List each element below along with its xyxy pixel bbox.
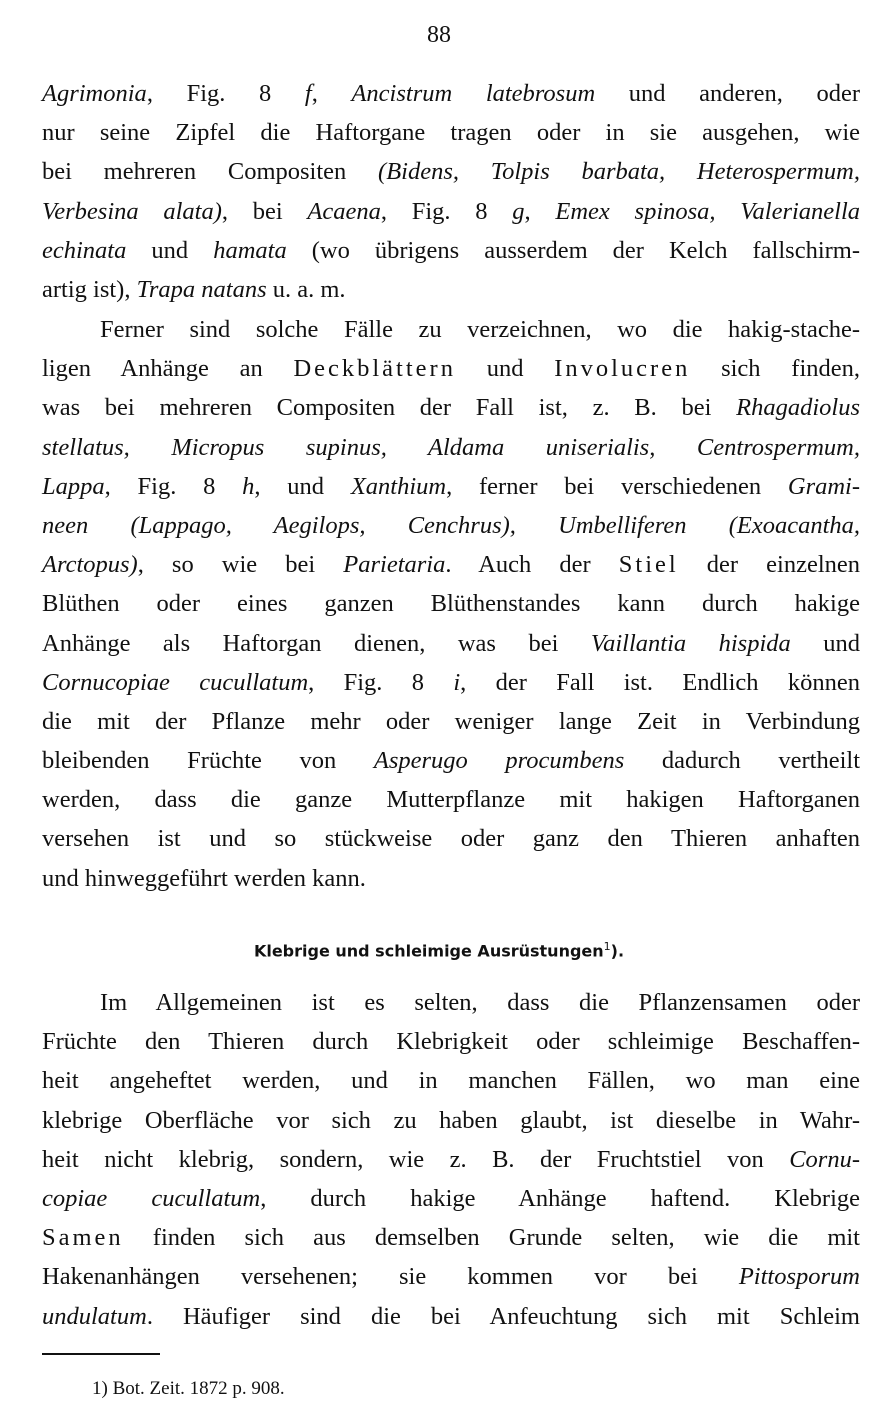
text-line: echinata und hamata (wo übrigens ausserdem der Kelch fallschirm- <box>42 236 861 264</box>
text-line: und hinweggeführt werden kann. <box>42 864 366 892</box>
text-line: neen (Lappago, Aegilops, Cenchrus), Umbelliferen (Exoacantha, <box>42 511 860 539</box>
text-line: nur seine Zipfel die Haftorgane tragen oder in sie ausgehen, wie <box>42 119 860 147</box>
text-line: heit angeheftet werden, und in manchen Fällen, wo man eine <box>42 1067 860 1095</box>
text-line: was bei mehreren Compositen der Fall ist, z. B. bei Rhagadiolus <box>42 394 860 422</box>
text-line: Cornucopiae cucullatum, Fig. 8 i, der Fall ist. Endlich können <box>42 668 861 696</box>
text-line: Hakenanhängen versehenen; sie kommen vor bei Pittosporum <box>42 1263 860 1291</box>
text-line: heit nicht klebrig, sondern, wie z. B. der Fruchtstiel von Cornu- <box>42 1145 860 1173</box>
text-line: werden, dass die ganze Mutterpflanze mit hakigen Haftorganen <box>42 786 860 814</box>
text-line: Im Allgemeinen ist es selten, dass die Pflanzensamen oder <box>100 989 860 1016</box>
section-heading: Klebrige und schleimige Ausrüstungen$^1$). <box>253 940 625 961</box>
footnote: 1) Bot. Zeit. 1872 p. 908. <box>92 1378 285 1399</box>
paragraph-2 <box>42 310 860 898</box>
paragraph-1 <box>42 74 860 309</box>
text-line: copiae cucullatum, durch hakige Anhänge haftend. Klebrige <box>42 1184 861 1212</box>
text-line: stellatus, Micropus supinus, Aldama uniserialis, Centrospermum, <box>42 433 860 461</box>
paragraph-3 <box>42 983 860 1336</box>
text-line: Lappa, Fig. 8 h, und Xanthium, ferner bei verschiedenen Grami- <box>42 472 861 500</box>
text-line: Arctopus), so wie bei Parietaria. Auch der Stiel der einzelnen <box>42 551 861 579</box>
text-line: Agrimonia, Fig. 8 f, Ancistrum latebrosum und anderen, oder <box>42 80 860 107</box>
footnote-divider <box>42 1353 160 1355</box>
text-line: ligen Anhänge an Deckblättern und Involucren sich finden, <box>42 355 861 383</box>
text-line: Ferner sind solche Fälle zu verzeichnen, wo die hakig-stache- <box>100 316 860 343</box>
text-line: Früchte den Thieren durch Klebrigkeit oder schleimige Beschaffen- <box>42 1028 860 1056</box>
page-number: 88 <box>427 22 451 48</box>
text-line: undulatum. Häufiger sind die bei Anfeuchtung sich mit Schleim <box>42 1302 860 1330</box>
text-line: Samen finden sich aus demselben Grunde selten, wie die mit <box>42 1224 860 1252</box>
text-line: Anhänge als Haftorgan dienen, was bei Vaillantia hispida und <box>42 629 861 657</box>
text-line: die mit der Pflanze mehr oder weniger lange Zeit in Verbindung <box>42 707 860 735</box>
text-line: Blüthen oder eines ganzen Blüthenstandes kann durch hakige <box>42 590 860 618</box>
text-line: klebrige Oberfläche vor sich zu haben glaubt, ist dieselbe in Wahr- <box>42 1106 860 1134</box>
text-line: bleibenden Früchte von Asperugo procumbens dadurch vertheilt <box>42 747 861 775</box>
text-line: Verbesina alata), bei Acaena, Fig. 8 g, Emex spinosa, Valerianella <box>42 197 861 225</box>
text-line: artig ist), Trapa natans u. a. m. <box>42 275 346 303</box>
text-line: versehen ist und so stückweise oder ganz den Thieren anhaften <box>42 825 860 853</box>
text-line: bei mehreren Compositen (Bidens, Tolpis barbata, Heterospermum, <box>42 158 860 186</box>
